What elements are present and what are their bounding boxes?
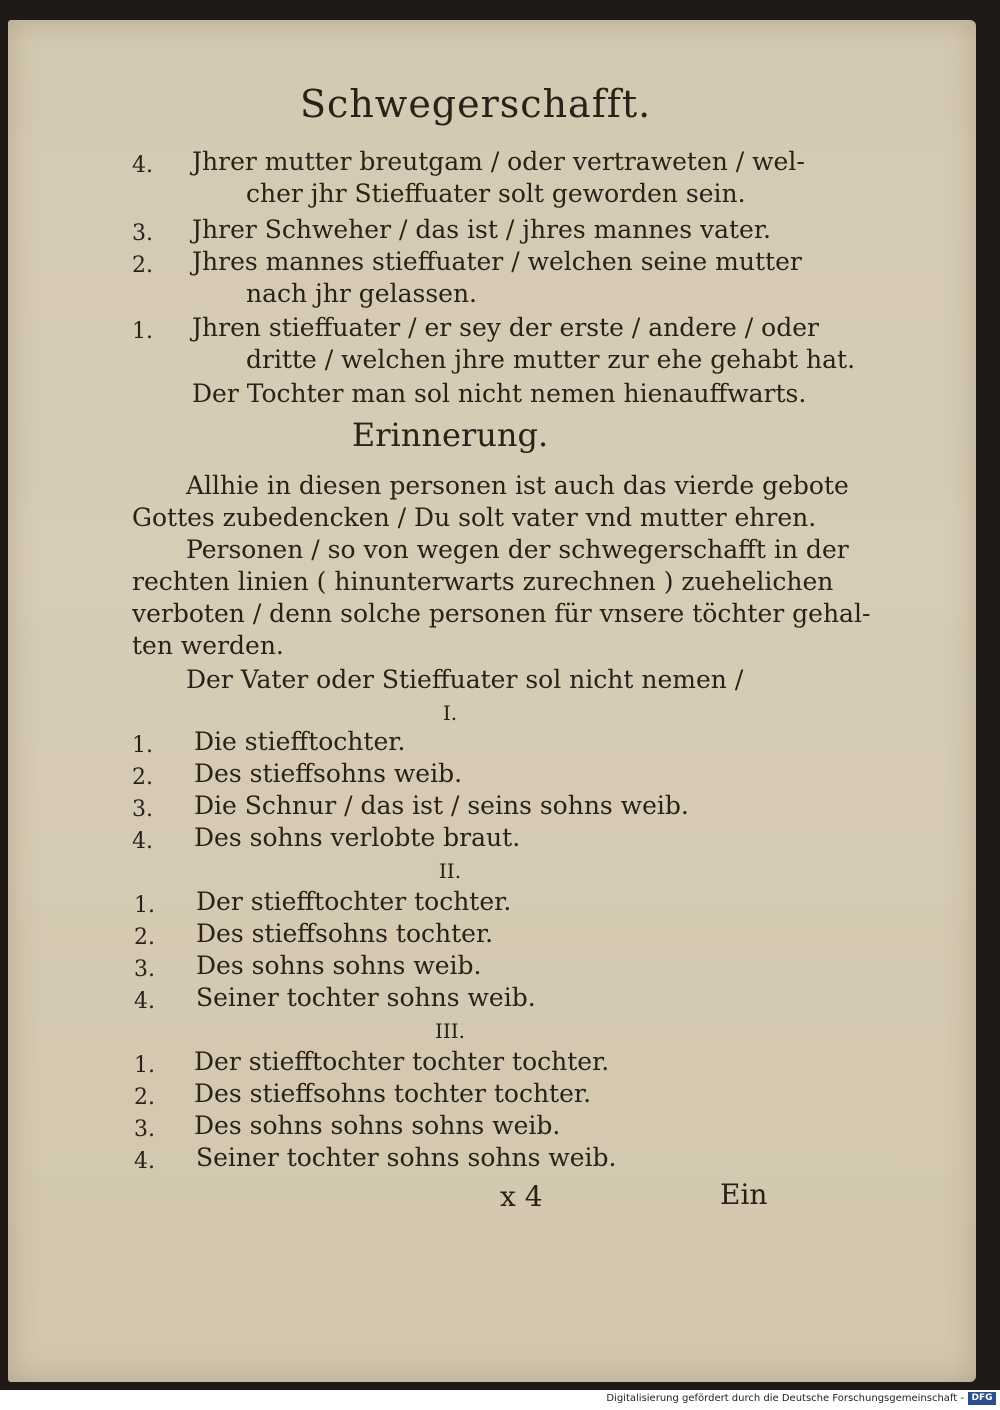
list-line: Jhrer Schweher / das ist / jhres mannes vater. — [192, 215, 772, 244]
list-number: 2. — [132, 253, 153, 278]
list-number: 2. — [134, 925, 155, 950]
list-line: dritte / welchen jhre mutter zur ehe gehabt hat. — [246, 345, 856, 374]
list-number: 4. — [132, 153, 153, 178]
list-line: Des sohns sohns weib. — [196, 951, 482, 980]
list-line: Des stieffsohns tochter. — [196, 919, 494, 948]
intro-line: Der Vater oder Stieffuater sol nicht nemen / — [186, 665, 744, 694]
list-line: cher jhr Stieffuater solt geworden sein. — [246, 179, 746, 208]
signature-mark: x 4 — [500, 1180, 543, 1213]
list-number: 1. — [132, 733, 153, 758]
list-number: 4. — [134, 989, 155, 1014]
list-line: Des sohns sohns sohns weib. — [194, 1111, 561, 1140]
list-line: Die Schnur / das ist / seins sohns weib. — [194, 791, 689, 820]
list-line: Seiner tochter sohns weib. — [196, 983, 536, 1012]
dfg-logo: DFG — [968, 1392, 996, 1405]
list-line: Der stiefftochter tochter. — [196, 887, 512, 916]
list-number: 3. — [132, 221, 153, 246]
paragraph-line: Personen / so von wegen der schwegerschafft in der — [186, 535, 849, 564]
paragraph-line: verboten / denn solche personen für vnsere töchter gehal- — [132, 599, 871, 628]
section-label: III. — [434, 1019, 466, 1043]
list-line: Seiner tochter sohns sohns weib. — [196, 1143, 617, 1172]
list-number: 4. — [134, 1149, 155, 1174]
list-line: Jhrer mutter breutgam / oder vertraweten / wel- — [192, 147, 805, 176]
paragraph-line: Allhie in diesen personen ist auch das vierde gebote — [186, 471, 849, 500]
list-line: Jhres mannes stieffuater / welchen seine mutter — [192, 247, 802, 276]
paragraph-line: ten werden. — [132, 631, 284, 660]
list-line: Die stiefftochter. — [194, 727, 406, 756]
list-number: 3. — [132, 797, 153, 822]
catchword: Ein — [720, 1178, 768, 1211]
list-line: Des sohns verlobte braut. — [194, 823, 521, 852]
list-number: 3. — [134, 957, 155, 982]
list-number: 4. — [132, 829, 153, 854]
digitization-credit: Digitalisierung gefördert durch die Deutsche Forschungsgemeinschaft - — [606, 1393, 964, 1404]
list-number: 1. — [132, 319, 153, 344]
paragraph-line: Gottes zubedencken / Du solt vater vnd mutter ehren. — [132, 503, 817, 532]
section-heading: Erinnerung. — [351, 416, 549, 454]
list-line: Der stiefftochter tochter tochter. — [194, 1047, 610, 1076]
section-label: II. — [438, 859, 462, 883]
list-line: nach jhr gelassen. — [246, 279, 478, 308]
list-number: 2. — [132, 765, 153, 790]
list-number: 2. — [134, 1085, 155, 1110]
list-number: 1. — [134, 1053, 155, 1078]
section-label: I. — [442, 701, 458, 725]
list-number: 1. — [134, 893, 155, 918]
paragraph-line: rechten linien ( hinunterwarts zurechnen ) zuehelichen — [132, 567, 834, 596]
closing-line: Der Tochter man sol nicht nemen hienauffwarts. — [192, 379, 807, 408]
list-line: Des stieffsohns weib. — [194, 759, 463, 788]
list-line: Jhren stieffuater / er sey der erste / andere / oder — [192, 313, 819, 342]
list-number: 3. — [134, 1117, 155, 1142]
page-heading: Schwegerschafft. — [300, 82, 652, 126]
list-line: Des stieffsohns tochter tochter. — [194, 1079, 592, 1108]
